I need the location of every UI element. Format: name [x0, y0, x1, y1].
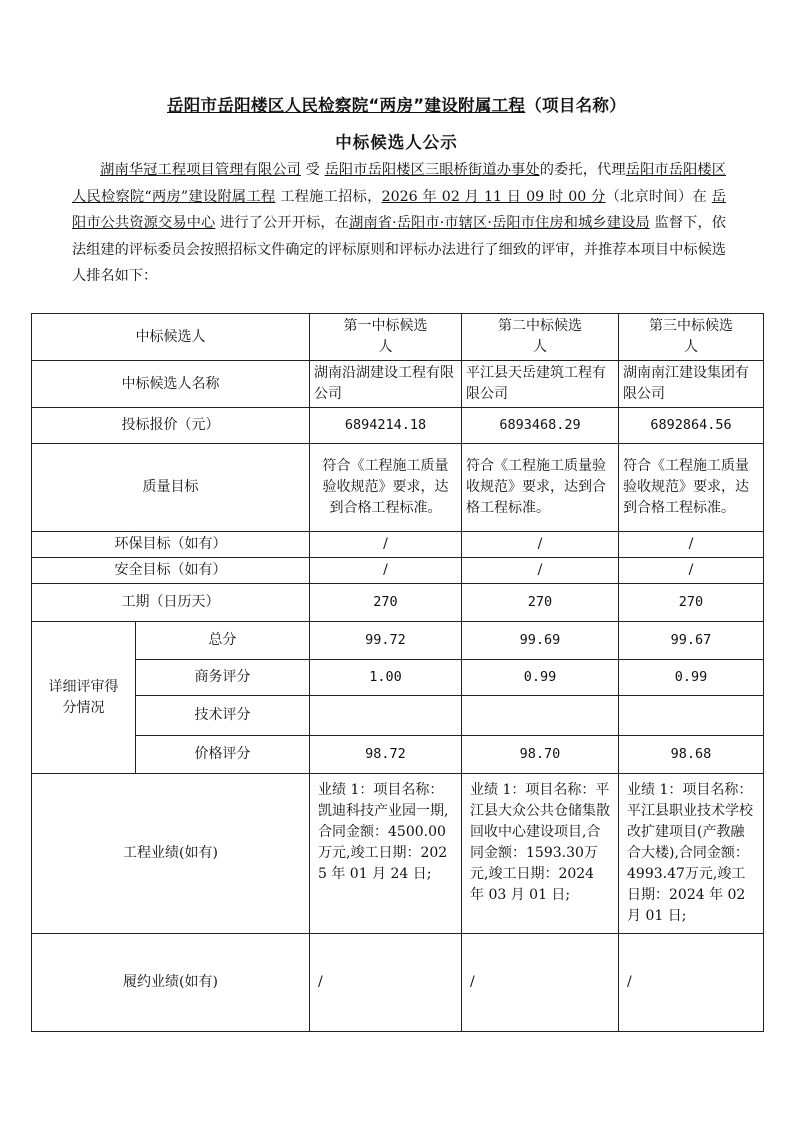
table-row — [32, 736, 764, 774]
total-2: 99.69 — [462, 622, 619, 660]
business-1: 1.00 — [310, 660, 462, 696]
name-label: 中标候选人名称 — [32, 361, 310, 408]
safety-2: / — [462, 558, 619, 584]
intro-text-6: 监督下，依法组建的评标委员会按照招标文件确定的评标原则和评标办法进行了细致的评审，并推荐本项目中标候选人排名如下： — [72, 215, 726, 284]
contract-2: / — [462, 934, 619, 1032]
business-label: 商务评分 — [136, 660, 310, 696]
tech-1 — [310, 696, 462, 736]
intro-text-5: 进行了公开开标，在 — [220, 215, 350, 231]
env-label: 环保目标（如有） — [32, 532, 310, 558]
intro-venue: 岳阳市公共资源交易中心 — [72, 188, 726, 231]
tech-label: 技术评分 — [136, 696, 310, 736]
intro-agent: 湖南华冠工程项目管理有限公司 — [100, 162, 301, 178]
price-score-2: 98.70 — [462, 736, 619, 774]
price-1: 6894214.18 — [310, 408, 462, 444]
business-2: 0.99 — [462, 660, 619, 696]
table-row — [32, 532, 764, 558]
intro-text-4: （北京时间）在 — [605, 188, 707, 205]
document-title — [0, 92, 793, 116]
rank-2: 第二中标候选人 — [462, 314, 619, 361]
perf-1: 业绩 1：项目名称：凯迪科技产业园一期,合同金额：4500.00万元,竣工日期：2025 年 01 月 24 日; — [310, 774, 462, 934]
quality-2: 符合《工程施工质量验收规范》要求，达到合格工程标准。 — [462, 444, 619, 532]
intro-client: 岳阳市岳阳楼区三眼桥街道办事处 — [324, 162, 540, 178]
intro-project: 岳阳市岳阳楼区人民检察院“两房”建设附属工程 — [72, 162, 726, 205]
table-row — [32, 622, 764, 660]
table-row — [32, 408, 764, 444]
perf-3: 业绩 1：项目名称：平江县职业技术学校改扩建项目(产教融合大楼),合同金额：4993.47万元,竣工日期：2024 年 02 月 01 日; — [619, 774, 764, 934]
total-3: 99.67 — [619, 622, 764, 660]
table-row — [32, 314, 764, 361]
table-row — [32, 660, 764, 696]
perf-2: 业绩 1：项目名称：平江县大众公共仓储集散回收中心建设项目,合同金额：1593.30万元,竣工日期：2024 年 03 月 01 日; — [462, 774, 619, 934]
safety-1: / — [310, 558, 462, 584]
table-row — [32, 361, 764, 408]
quality-3: 符合《工程施工质量验收规范》要求，达到合格工程标准。 — [619, 444, 764, 532]
intro-supervisor: 湖南省·岳阳市·市辖区·岳阳市住房和城乡建设局 — [349, 215, 650, 231]
quality-label: 质量目标 — [32, 444, 310, 532]
safety-3: / — [619, 558, 764, 584]
title-suffix: （项目名称） — [525, 96, 627, 115]
intro-text-3: 工程施工招标， — [280, 188, 382, 205]
candidate-table — [31, 313, 764, 1032]
candidate-name-3: 湖南南江建设集团有限公司 — [619, 361, 764, 408]
contract-1: / — [310, 934, 462, 1032]
env-1: / — [310, 532, 462, 558]
detail-label: 详细评审得分情况 — [32, 622, 136, 774]
business-3: 0.99 — [619, 660, 764, 696]
price-score-3: 98.68 — [619, 736, 764, 774]
contract-label: 履约业绩(如有) — [32, 934, 310, 1032]
period-3: 270 — [619, 584, 764, 622]
table-row — [32, 444, 764, 532]
rank-3: 第三中标候选人 — [619, 314, 764, 361]
price-3: 6892864.56 — [619, 408, 764, 444]
safety-label: 安全目标（如有） — [32, 558, 310, 584]
table-row — [32, 584, 764, 622]
table-row — [32, 774, 764, 934]
candidate-name-1: 湖南沿湖建设工程有限公司 — [310, 361, 462, 408]
tech-3 — [619, 696, 764, 736]
period-2: 270 — [462, 584, 619, 622]
contract-3: / — [619, 934, 764, 1032]
price-score-label: 价格评分 — [136, 736, 310, 774]
price-label: 投标报价（元） — [32, 408, 310, 444]
header-candidate-label: 中标候选人 — [32, 314, 310, 361]
rank-1: 第一中标候选人 — [310, 314, 462, 361]
candidate-name-2: 平江县天岳建筑工程有限公司 — [462, 361, 619, 408]
env-2: / — [462, 532, 619, 558]
perf-label: 工程业绩(如有) — [32, 774, 310, 934]
intro-text-1: 受 — [305, 162, 320, 178]
table-row — [32, 558, 764, 584]
total-1: 99.72 — [310, 622, 462, 660]
document-subtitle: 中标候选人公示 — [335, 133, 458, 152]
price-score-1: 98.72 — [310, 736, 462, 774]
period-1: 270 — [310, 584, 462, 622]
intro-text-2: 的委托，代理 — [539, 162, 626, 178]
env-3: / — [619, 532, 764, 558]
intro-datetime: 2026 年 02 月 11 日 09 时 00 分 — [381, 188, 606, 205]
table-row — [32, 696, 764, 736]
title-project-name: 岳阳市岳阳楼区人民检察院“两房”建设附属工程 — [166, 96, 526, 115]
quality-1: 符合《工程施工质量验收规范》要求，达到合格工程标准。 — [310, 444, 462, 532]
price-2: 6893468.29 — [462, 408, 619, 444]
table-row — [32, 934, 764, 1032]
tech-2 — [462, 696, 619, 736]
intro-paragraph — [72, 157, 726, 290]
period-label: 工期（日历天） — [32, 584, 310, 622]
total-label: 总分 — [136, 622, 310, 660]
